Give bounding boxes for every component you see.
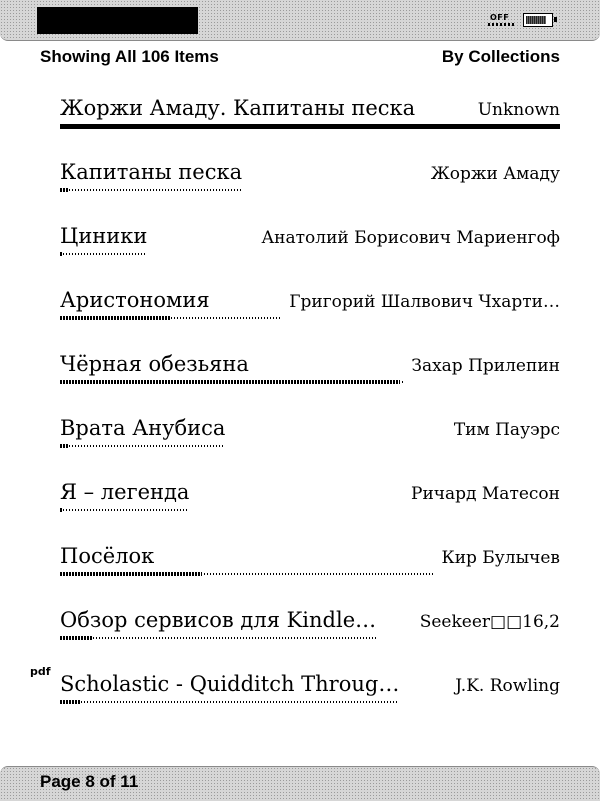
- book-title: Посёлок: [60, 544, 155, 568]
- list-header: [40, 47, 560, 71]
- reading-track: [60, 637, 376, 639]
- book-author: J.K. Rowling: [455, 676, 560, 696]
- footer-bar: [0, 766, 600, 801]
- book-title: Аристономия: [60, 288, 210, 312]
- reading-track: [60, 509, 189, 511]
- book-item[interactable]: [0, 604, 600, 668]
- book-item[interactable]: [0, 540, 600, 604]
- book-item[interactable]: [0, 476, 600, 540]
- battery-icon: [523, 13, 553, 27]
- reading-progress-bar: [60, 636, 92, 640]
- status-bar: [0, 0, 600, 41]
- book-author: Григорий Шалвович Чхарти…: [289, 292, 560, 312]
- book-title: Обзор сервисов для Kindle…: [60, 608, 377, 632]
- book-list: [0, 92, 600, 732]
- reading-progress-bar: [60, 444, 68, 448]
- book-author: Тим Пауэрс: [453, 420, 560, 440]
- book-author: Анатолий Борисович Мариенгоф: [261, 228, 560, 248]
- reading-progress-bar: [60, 316, 171, 320]
- book-item[interactable]: [0, 348, 600, 412]
- book-author: Жоржи Амаду: [430, 164, 560, 184]
- wireless-status-label: OFF: [490, 13, 510, 22]
- book-title: Чёрная обезьяна: [60, 352, 249, 376]
- reading-track: [60, 445, 225, 447]
- reading-progress-bar: [60, 700, 80, 704]
- wireless-off-icon: [488, 12, 514, 28]
- book-title: Циники: [60, 224, 148, 248]
- battery-fill: [526, 16, 546, 24]
- book-title: Scholastic - Quidditch Throug…: [60, 672, 400, 696]
- battery-nub: [554, 17, 557, 22]
- book-title: Капитаны песка: [60, 160, 243, 184]
- book-author: Захар Прилепин: [411, 356, 560, 376]
- book-author: Кир Булычев: [441, 548, 560, 568]
- showing-items-label: Showing All 106 Items: [40, 47, 219, 66]
- device-title-bar: [37, 7, 198, 34]
- book-title: Врата Анубиса: [60, 416, 226, 440]
- reading-progress-bar: [60, 188, 69, 192]
- reading-progress-bar: [60, 380, 400, 384]
- reading-track: [60, 253, 147, 255]
- book-author: Seekeer□□16,2: [419, 612, 560, 632]
- book-item[interactable]: [0, 412, 600, 476]
- page-indicator: Page 8 of 11: [40, 772, 139, 791]
- book-title: Жоржи Амаду. Капитаны песка: [60, 96, 416, 120]
- reading-track: [60, 701, 399, 703]
- reading-progress-bar: [60, 508, 63, 512]
- selection-underline: [60, 124, 560, 129]
- book-title: Я – легенда: [60, 480, 190, 504]
- book-author: Ричард Матесон: [411, 484, 560, 504]
- sort-by-collections[interactable]: By Collections: [441, 47, 560, 66]
- pdf-badge: pdf: [30, 665, 51, 678]
- reading-track: [60, 189, 242, 191]
- book-item[interactable]: [0, 665, 600, 732]
- book-author: Unknown: [477, 100, 560, 120]
- signal-bars-icon: [488, 23, 514, 26]
- book-item[interactable]: [0, 220, 600, 284]
- book-item[interactable]: [0, 92, 600, 156]
- reading-progress-bar: [60, 572, 202, 576]
- book-item[interactable]: [0, 156, 600, 220]
- reading-progress-bar: [60, 252, 63, 256]
- book-item[interactable]: [0, 284, 600, 348]
